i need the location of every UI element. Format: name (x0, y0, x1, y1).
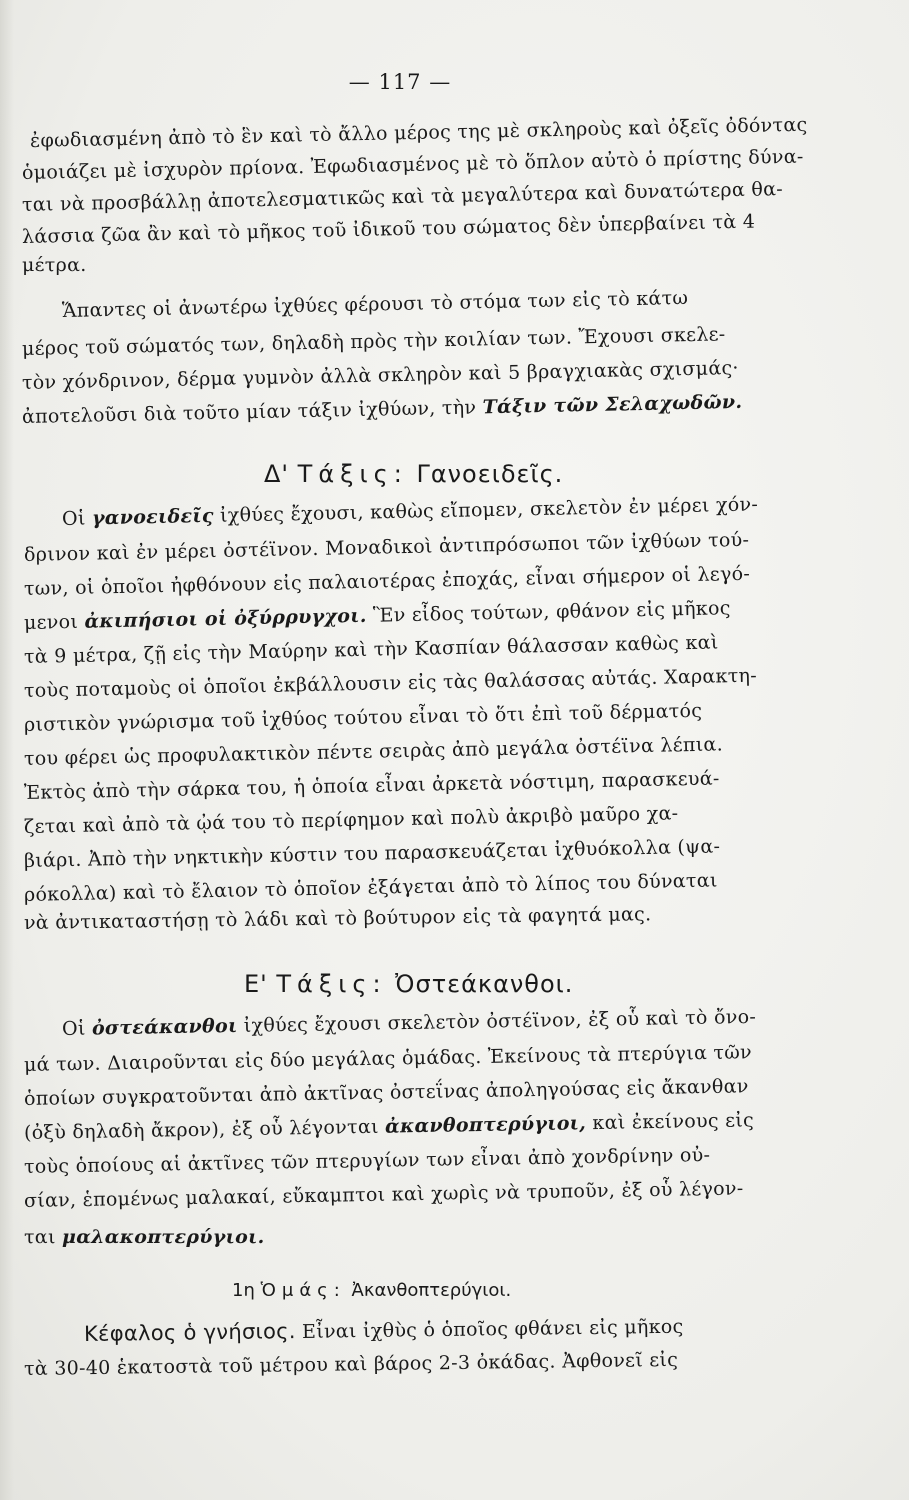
acanthopterygii-term: ἀκανθοπτερύγιοι, (384, 1112, 587, 1138)
p1-line-3: ται νὰ προσβάλλῃ ἀποτελεσματικῶς καὶ τὰ μεγαλύτερα καὶ δυνατώτερα θα- (21, 178, 784, 216)
p4-line-4-b: καὶ ἐκείνους εἰς (585, 1109, 755, 1135)
heading-d-name: Γανοειδεῖς. (407, 460, 564, 488)
p4-line-4 (24, 1109, 754, 1144)
p1-line-1: ἐφωδιασμένη ἀπὸ τὸ ἓν καὶ τὸ ἄλλο μέρος της μὲ σκληροὺς καὶ ὀξεῖς ὀδόντας (29, 113, 808, 152)
heading-e-spaced: Τάξις: (276, 970, 387, 998)
p3-line-4 (24, 597, 731, 634)
p2-line-1: Ἅπαντες οἱ ἀνωτέρω ἰχθύες φέρουσι τὸ στόμα των εἰς τὸ κάτω (61, 286, 689, 322)
p3-line-1-a: Οἱ (61, 507, 93, 530)
subheading-spaced: Ὁμάς: (260, 1280, 346, 1301)
osteacanth-term: ὀστεάκανθοι (91, 1014, 238, 1040)
ganoid-term: γανοειδεῖς (91, 504, 214, 530)
p1-line-2: ὁμοιάζει μὲ ἰσχυρὸν πρίονα. Ἐφωδιασμένος μὲ τὸ ὅπλον αὐτὸ ὁ πρίστης δύνα- (21, 145, 804, 184)
p2-line-4-text: ἀποτελοῦσι διὰ τοῦτο μίαν τάξιν ἰχθύων, τὴν (21, 396, 483, 428)
p1-line-5: μέτρα. (22, 254, 87, 276)
mullet-species-name: Κέφαλος ὁ γνήσιος. (83, 1319, 296, 1346)
p3-line-9: Ἐκτὸς ἀπὸ τὴν σάρκα του, ἡ ὁποία εἶναι ἀρκετὰ νόστιμη, παρασκευά- (23, 767, 720, 804)
subheading-name: Ἀκανθοπτερύγιοι. (345, 1280, 512, 1301)
subheading-prefix: 1η (232, 1280, 261, 1301)
sturgeon-term: ἀκιπήσιοι οἱ ὀξύρρυγχοι. (84, 604, 367, 633)
p2-line-2: μέρος τοῦ σώματός των, δηλαδὴ πρὸς τὴν κοιλίαν των. Ἔχουσι σκελε- (21, 323, 726, 360)
p3-line-12: ρόκολλα) καὶ τὸ ἔλαιον τὸ ὁποῖον ἐξάγεται ἀπὸ τὸ λίπος του δύναται (23, 869, 718, 906)
p3-line-5: τὰ 9 μέτρα, ζῇ εἰς τὴν Μαύρην καὶ τὴν Κασπίαν θάλασσαν καθὼς καὶ (23, 631, 719, 668)
p4-line-2: μά των. Διαιροῦνται εἰς δύο μεγάλας ὁμάδας. Ἐκείνους τὰ πτερύγια τῶν (23, 1041, 753, 1076)
p3-line-10: ζεται καὶ ἀπὸ τὰ ᾠά του τὸ περίφημον καὶ πολὺ ἀκριβὸ μαῦρο χα- (23, 802, 679, 838)
p3-line-6: τοὺς ποταμοὺς οἱ ὁποῖοι ἐκβάλλουσιν εἰς τὰς θαλάσσας αὐτάς. Χαρακτη- (23, 664, 758, 702)
class-selachians-term: Τάξιν τῶν Σελαχωδῶν. (482, 390, 743, 419)
page-number: — 117 — (348, 70, 452, 94)
p3-line-7: ριστικὸν γνώρισμα τοῦ ἰχθύος τούτου εἶναι τὸ ὅτι ἐπὶ τοῦ δέρματός (23, 699, 703, 736)
p2-line-4 (22, 391, 743, 428)
p3-line-4-b: Ἓν εἶδος τούτων, φθάνον εἰς μῆκος (366, 597, 731, 627)
p3-line-2: δρινον καὶ ἐν μέρει ὀστέϊνον. Μοναδικοὶ ἀντιπρόσωποι τῶν ἰχθύων τού- (23, 528, 750, 566)
p3-line-11: βιάρι. Ἀπὸ τὴν νηκτικὴν κύστιν του παρασκευάζεται ἰχθυόκολλα (ψα- (23, 835, 721, 872)
p4-line-1-b: ἰχθύες ἔχουσι σκελετὸν ὀστέϊνον, ἐξ οὗ καὶ τὸ ὄνο- (237, 1005, 757, 1037)
subheading-group-1 (232, 1280, 511, 1301)
p4-line-7-a: ται (24, 1226, 63, 1248)
p4-line-7 (24, 1226, 265, 1248)
heading-class-e (244, 970, 573, 998)
p2-line-3: τὸν χόνδρινον, δέρμα γυμνὸν ἀλλὰ σκληρὸν καὶ 5 βραγχιακὰς σχισμάς· (21, 356, 739, 394)
p3-line-4-a: μενοι (23, 610, 85, 634)
p5-line-2: τὰ 30-40 ἑκατοστὰ τοῦ μέτρου καὶ βάρος 2-3 ὀκάδας. Ἀφθονεῖ εἰς (23, 1348, 679, 1380)
p4-line-6: σίαν, ἑπομένως μαλακαί, εὔκαμπτοι καὶ χωρὶς νὰ τρυποῦν, ἐξ οὗ λέγον- (23, 1177, 744, 1212)
p4-line-1-a: Οἱ (61, 1017, 93, 1040)
p3-line-8: του φέρει ὡς προφυλακτικὸν πέντε σειρὰς ἀπὸ μεγάλα ὀστέϊνα λέπια. (23, 733, 724, 770)
heading-e-prefix: Ε' (244, 970, 277, 998)
binding-shadow (0, 0, 14, 1500)
p3-line-1-b: ἰχθύες ἔχουσι, καθὼς εἴπομεν, σκελετὸν ἐν μέρει χόν- (213, 493, 759, 527)
p5-line-1-b: Εἶναι ἰχθὺς ὁ ὁποῖος φθάνει εἰς μῆκος (295, 1315, 684, 1344)
heading-e-name: Ὀστεάκανθοι. (386, 970, 574, 998)
p4-line-5: τοὺς ὁποίους αἱ ἀκτῖνες τῶν πτερυγίων των εἶναι ἀπὸ χονδρίνην οὐ- (23, 1144, 711, 1178)
p4-line-4-a: (ὀξὺ δηλαδὴ ἄκρον), ἐξ οὗ λέγονται (23, 1115, 386, 1144)
p5-line-1 (84, 1314, 684, 1346)
p3-line-1 (62, 493, 759, 530)
p1-line-4: λάσσια ζῶα ἂν καὶ τὸ μῆκος τοῦ ἰδικοῦ του σώματος δὲν ὑπερβαίνει τὰ 4 (21, 210, 756, 248)
heading-d-prefix: Δ' (264, 460, 298, 488)
p4-line-3: ὁποίων συγκρατοῦνται ἀπὸ ἀκτῖνας ὀστεΐνας ἀποληγούσας εἰς ἄκανθαν (23, 1075, 749, 1110)
malacopterygii-term: μαλακοπτερύγιοι. (62, 1226, 265, 1248)
p4-line-1 (62, 1006, 756, 1040)
heading-d-spaced: Τάξις: (297, 460, 408, 488)
p3-line-3: των, οἱ ὁποῖοι ἠφθόνουν εἰς παλαιοτέρας ἐποχάς, εἶναι σήμερον οἱ λεγό- (23, 562, 751, 600)
p3-line-13: νὰ ἀντικαταστήσῃ τὸ λάδι καὶ τὸ βούτυρον εἰς τὰ φαγητά μας. (23, 903, 652, 934)
heading-class-d (264, 460, 563, 488)
